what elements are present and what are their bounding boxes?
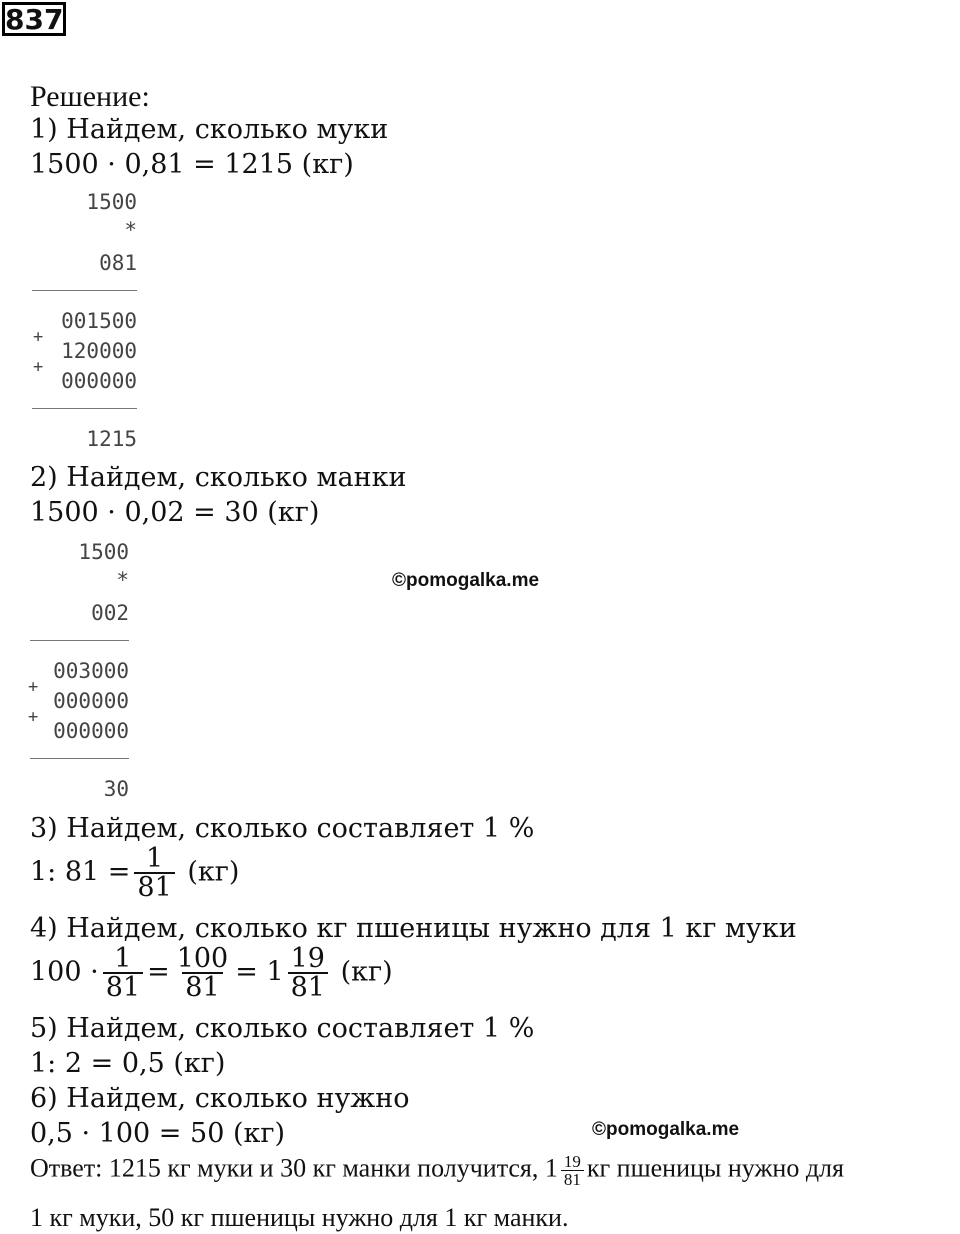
step4-factor: 100 · bbox=[30, 956, 99, 988]
step4-fraction-2-numerator: 100 bbox=[176, 943, 229, 974]
step4-equals-2: = 1 bbox=[235, 956, 284, 988]
step1-column-top: 1500 bbox=[86, 190, 137, 214]
step5-equation: 1: 2 = 0,5 (кг) bbox=[30, 1048, 226, 1079]
step1-column-operator: * bbox=[124, 218, 137, 242]
step3-fraction bbox=[134, 845, 174, 901]
step1-column-rule-top bbox=[32, 290, 137, 291]
step1-column-rule-bottom bbox=[32, 408, 137, 409]
problem-number: 837 bbox=[2, 2, 66, 36]
step2-column-multiplier: 002 bbox=[91, 601, 129, 625]
step1-title: 1) Найдем, сколько муки bbox=[30, 114, 389, 145]
solution-label: Решение: bbox=[30, 80, 150, 113]
step3-unit: (кг) bbox=[187, 856, 240, 888]
step3-equation bbox=[30, 845, 239, 901]
answer-part-1: Ответ: 1215 кг муки и 30 кг манки получится, 1 bbox=[30, 1153, 558, 1183]
step6-equation: 0,5 · 100 = 50 (кг) bbox=[30, 1118, 286, 1149]
step4-fraction-2 bbox=[174, 945, 232, 1001]
step4-fraction-3-denominator: 81 bbox=[288, 972, 328, 1001]
step3-fraction-numerator: 1 bbox=[146, 843, 164, 874]
step4-fraction-1 bbox=[103, 945, 143, 1001]
step3-fraction-denominator: 81 bbox=[134, 872, 174, 901]
step2-plus-1: + bbox=[28, 677, 39, 697]
answer-part-2: кг пшеницы нужно для bbox=[586, 1153, 844, 1183]
step3-title: 3) Найдем, сколько составляет 1 % bbox=[30, 813, 535, 844]
answer-fraction-numerator: 19 bbox=[563, 1152, 581, 1171]
step4-fraction-1-numerator: 1 bbox=[114, 943, 132, 974]
watermark-bottom: ©pomogalka.me bbox=[592, 1119, 740, 1140]
step4-fraction-2-denominator: 81 bbox=[182, 972, 222, 1001]
step2-plus-2: + bbox=[28, 707, 39, 727]
step1-partial-3: 000000 bbox=[61, 369, 137, 393]
step2-partial-1: 003000 bbox=[53, 659, 129, 683]
step3-lhs: 1: 81 = bbox=[30, 856, 131, 888]
answer-line-2: 1 кг муки, 50 кг пшеницы нужно для 1 кг манки. bbox=[30, 1203, 569, 1232]
step1-column-multiplier: 081 bbox=[99, 251, 137, 275]
step2-partial-3: 000000 bbox=[53, 719, 129, 743]
step2-column-top: 1500 bbox=[78, 540, 129, 564]
step1-plus-2: + bbox=[33, 357, 44, 377]
step4-unit: (кг) bbox=[340, 956, 393, 988]
step4-fraction-3-numerator: 19 bbox=[290, 943, 325, 974]
step1-equation: 1500 · 0,81 = 1215 (кг) bbox=[30, 149, 354, 180]
step4-title: 4) Найдем, сколько кг пшеницы нужно для 1 кг муки bbox=[30, 913, 797, 944]
step4-equals-1: = bbox=[147, 956, 170, 988]
step4-fraction-1-denominator: 81 bbox=[103, 972, 143, 1001]
answer-fraction bbox=[561, 1153, 584, 1188]
step6-title: 6) Найдем, сколько нужно bbox=[30, 1083, 410, 1114]
step2-column-rule-bottom bbox=[30, 758, 129, 759]
answer-fraction-denominator: 81 bbox=[561, 1170, 584, 1188]
step2-column-result: 30 bbox=[103, 777, 129, 801]
step1-partial-2: 120000 bbox=[61, 339, 137, 363]
step2-title: 2) Найдем, сколько манки bbox=[30, 462, 407, 493]
step1-column-result: 1215 bbox=[86, 427, 137, 451]
watermark-top: ©pomogalka.me bbox=[392, 570, 540, 591]
step4-fraction-3 bbox=[288, 945, 328, 1001]
step2-partial-2: 000000 bbox=[53, 689, 129, 713]
step2-column-operator: * bbox=[116, 568, 129, 592]
step2-equation: 1500 · 0,02 = 30 (кг) bbox=[30, 497, 320, 528]
step1-partial-1: 001500 bbox=[61, 309, 137, 333]
answer-line-1 bbox=[30, 1153, 844, 1188]
step1-plus-1: + bbox=[33, 327, 44, 347]
step4-equation bbox=[30, 945, 393, 1001]
step5-title: 5) Найдем, сколько составляет 1 % bbox=[30, 1013, 535, 1044]
step2-column-rule-top bbox=[30, 640, 129, 641]
